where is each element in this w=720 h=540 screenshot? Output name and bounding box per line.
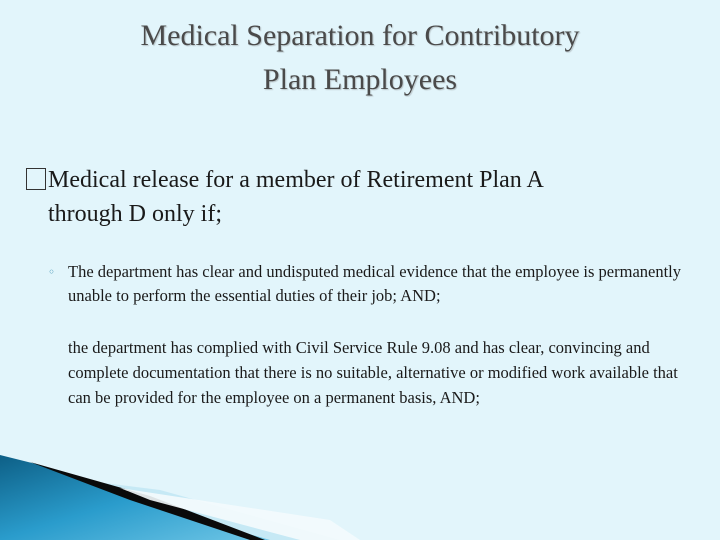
ring-bullet-icon: ◦ [48,265,56,279]
main-bullet-line-1: Medical release for a member of Retirement Plan A [48,167,544,193]
continuation-paragraph: the department has complied with Civil Service Rule 9.08 and has clear, convincing and complete documentation that there is no suitable, alternative or modified work available that can be provided for the employee on a permanent basis, AND; [68,338,678,407]
title-line-1: Medical Separation for Contributory [140,19,580,52]
sub-bullet-text: The department has clear and undisputed medical evidence that the employee is permanently unable to perform the essential duties of their job; AND; [68,262,682,305]
main-bullet-line-2: through D only if; [48,201,222,227]
title-line-2: Plan Employees [262,63,458,96]
